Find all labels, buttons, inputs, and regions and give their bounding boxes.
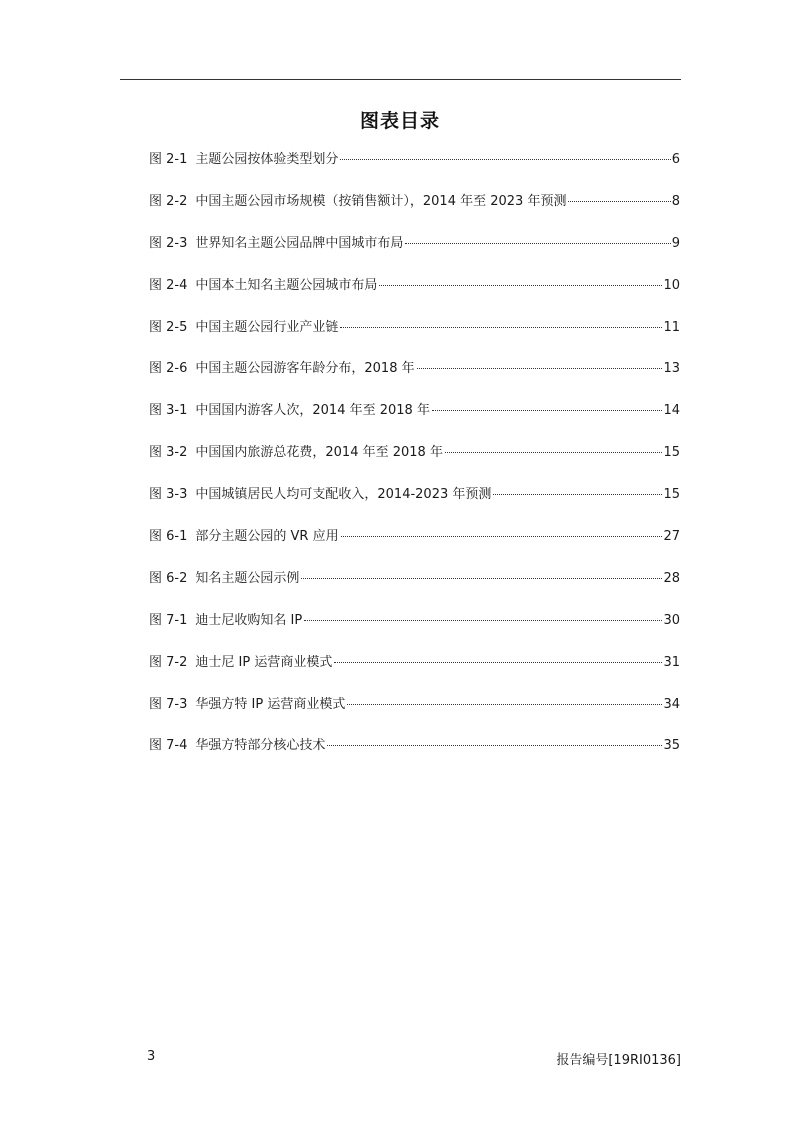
toc-entry[interactable] bbox=[149, 653, 680, 695]
figure-title: 中国主题公园游客年龄分布，2018 年 bbox=[195, 361, 415, 377]
page-ref: 30 bbox=[663, 612, 680, 628]
figure-number: 图 7-4 bbox=[149, 738, 188, 754]
figure-number: 图 6-1 bbox=[149, 529, 188, 545]
figure-title: 中国本土知名主题公园城市布局 bbox=[195, 277, 378, 293]
figure-number: 图 2-1 bbox=[149, 152, 188, 167]
figure-number: 图 2-2 bbox=[149, 193, 188, 209]
toc-entry[interactable] bbox=[149, 234, 680, 276]
page-ref: 34 bbox=[663, 696, 680, 712]
toc-entry[interactable] bbox=[149, 443, 680, 485]
toc-entry[interactable] bbox=[149, 318, 680, 360]
figure-number: 图 2-5 bbox=[149, 319, 188, 335]
figure-title: 中国城镇居民人均可支配收入，2014-2023 年预测 bbox=[195, 487, 492, 503]
figure-title: 迪士尼 IP 运营商业模式 bbox=[195, 654, 333, 670]
figure-title: 知名主题公园示例 bbox=[195, 570, 300, 586]
figure-number: 图 2-3 bbox=[149, 235, 188, 251]
dot-leader bbox=[340, 159, 670, 160]
page-ref: 11 bbox=[663, 319, 680, 335]
figure-title: 迪士尼收购知名 IP bbox=[195, 612, 303, 628]
page-number: 3 bbox=[147, 1049, 156, 1064]
figure-title: 部分主题公园的 VR 应用 bbox=[195, 529, 339, 545]
page-ref: 27 bbox=[663, 529, 680, 545]
figure-title: 中国主题公园行业产业链 bbox=[195, 319, 339, 335]
figure-number: 图 3-2 bbox=[149, 445, 188, 461]
dot-leader bbox=[417, 368, 663, 369]
toc-entry[interactable] bbox=[149, 401, 680, 443]
toc-entry[interactable] bbox=[149, 150, 680, 192]
page-title: 图表目录 bbox=[359, 110, 440, 132]
header-rule bbox=[120, 79, 681, 80]
figure-number: 图 3-1 bbox=[149, 403, 188, 419]
figure-number: 图 3-3 bbox=[149, 487, 188, 503]
figure-number: 图 7-1 bbox=[149, 612, 188, 628]
dot-leader bbox=[445, 452, 663, 453]
dot-leader bbox=[304, 620, 662, 621]
dot-leader bbox=[347, 704, 662, 705]
figure-title: 中国国内旅游总花费，2014 年至 2018 年 bbox=[195, 445, 443, 461]
figure-number: 图 2-6 bbox=[149, 361, 188, 377]
dot-leader bbox=[493, 494, 662, 495]
page-ref: 14 bbox=[663, 403, 680, 419]
page-ref: 31 bbox=[663, 654, 680, 670]
toc-entry[interactable] bbox=[149, 192, 680, 234]
figure-title: 华强方特部分核心技术 bbox=[195, 738, 326, 754]
toc-entry[interactable] bbox=[149, 359, 680, 401]
page-ref: 8 bbox=[671, 193, 680, 209]
figure-title: 中国国内游客人次，2014 年至 2018 年 bbox=[195, 403, 430, 419]
page-ref: 9 bbox=[671, 235, 680, 251]
page-ref: 15 bbox=[663, 445, 680, 461]
figure-list bbox=[149, 150, 680, 778]
toc-entry[interactable] bbox=[149, 527, 680, 569]
figure-title: 主题公园按体验类型划分 bbox=[195, 152, 339, 167]
dot-leader bbox=[301, 578, 662, 579]
dot-leader bbox=[432, 410, 663, 411]
toc-entry[interactable] bbox=[149, 569, 680, 611]
toc-entry[interactable] bbox=[149, 276, 680, 318]
dot-leader bbox=[379, 285, 662, 286]
figure-number: 图 7-3 bbox=[149, 696, 188, 712]
figure-title: 中国主题公园市场规模（按销售额计），2014 年至 2023 年预测 bbox=[195, 193, 567, 209]
figure-title: 世界知名主题公园品牌中国城市布局 bbox=[195, 235, 404, 251]
toc-entry[interactable] bbox=[149, 611, 680, 653]
dot-leader bbox=[341, 536, 663, 537]
figure-number: 图 6-2 bbox=[149, 570, 188, 586]
toc-entry[interactable] bbox=[149, 736, 680, 778]
figure-number: 图 2-4 bbox=[149, 277, 188, 293]
figure-title: 华强方特 IP 运营商业模式 bbox=[195, 696, 346, 712]
toc-entry[interactable] bbox=[149, 485, 680, 527]
page-ref: 10 bbox=[663, 277, 680, 293]
dot-leader bbox=[405, 243, 670, 244]
page-ref: 15 bbox=[663, 487, 680, 503]
figure-number: 图 7-2 bbox=[149, 654, 188, 670]
dot-leader bbox=[334, 662, 662, 663]
page-ref: 6 bbox=[671, 152, 680, 167]
toc-entry[interactable] bbox=[149, 695, 680, 737]
dot-leader bbox=[327, 745, 662, 746]
dot-leader bbox=[340, 327, 662, 328]
page-ref: 13 bbox=[663, 361, 680, 377]
page-ref: 35 bbox=[663, 738, 680, 754]
report-id: 报告编号[19RI0136] bbox=[556, 1053, 681, 1068]
page-ref: 28 bbox=[663, 570, 680, 586]
dot-leader bbox=[568, 201, 670, 202]
